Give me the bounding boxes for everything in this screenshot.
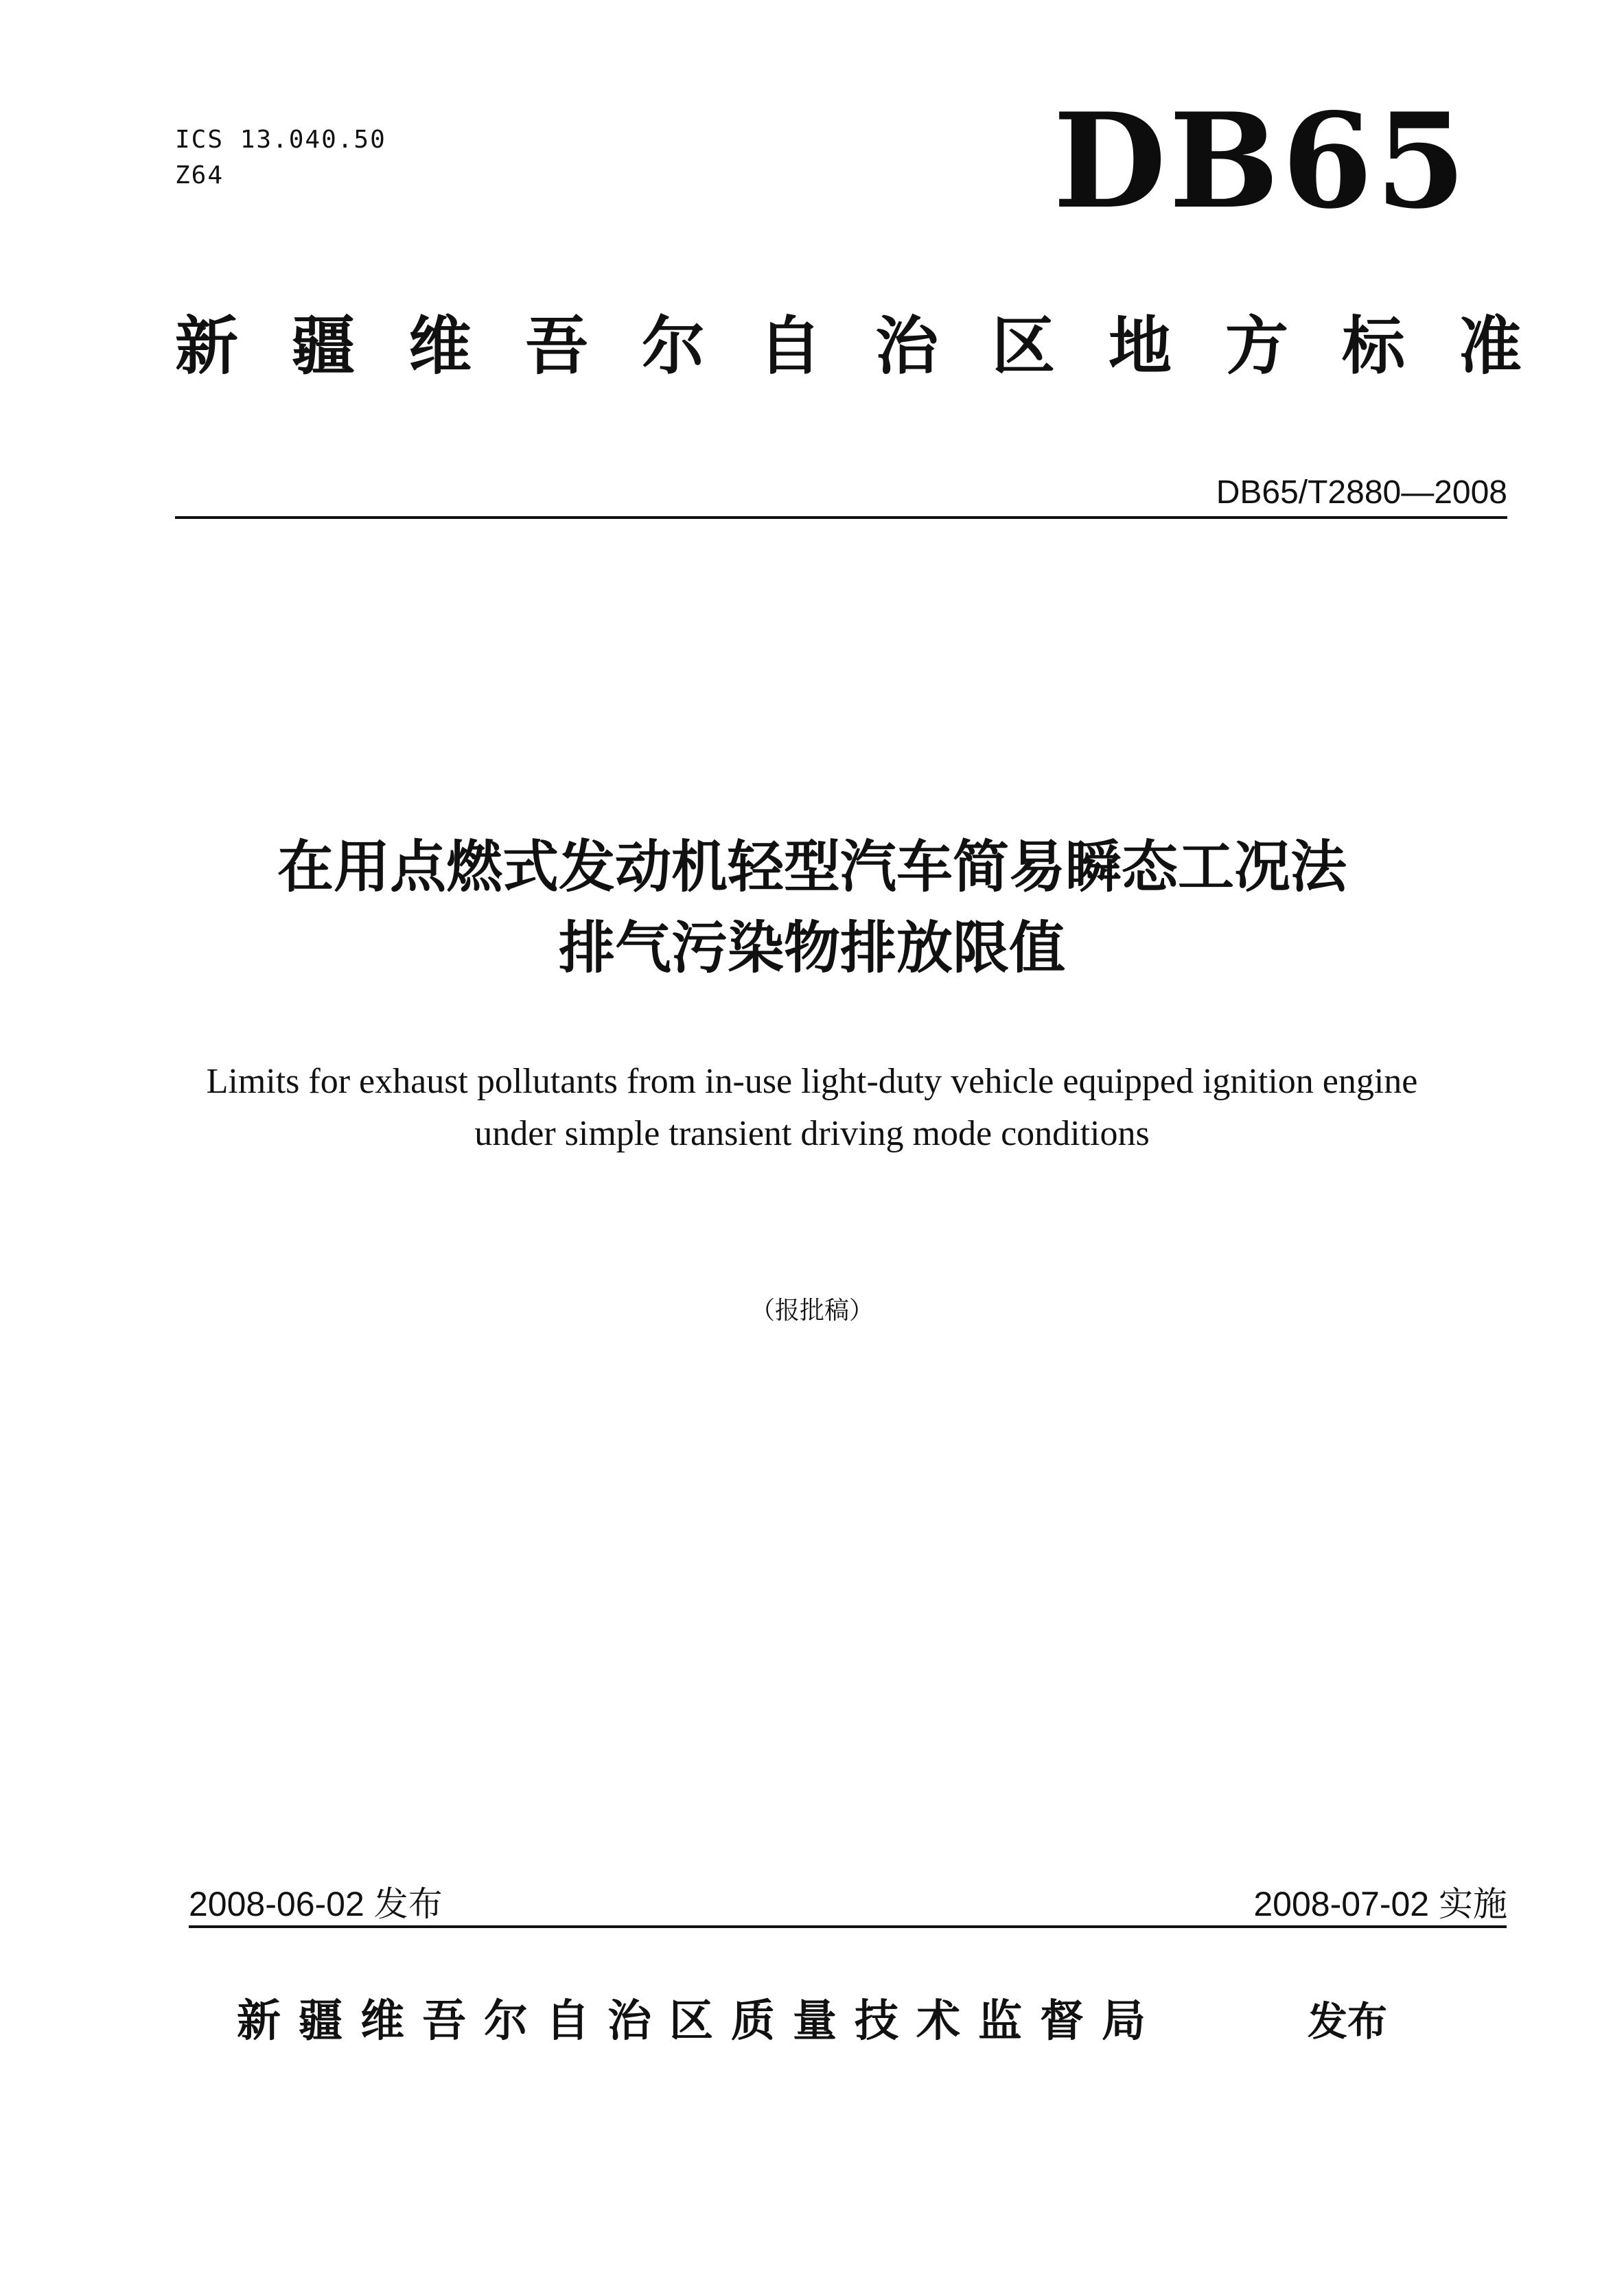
chinese-title-line-2: 排气污染物排放限值 (558, 916, 1065, 981)
standard-number: DB65/T2880—2008 (1216, 474, 1507, 511)
implementation-date: 2008-07-02 实施 (1253, 1885, 1507, 1923)
standard-type-heading: 新疆维吾尔自治区地方标准 (175, 310, 1576, 383)
footer-divider (189, 1925, 1507, 1928)
english-title-line-2: under simple transient driving mode conditions (474, 1114, 1150, 1153)
classification-codes (175, 122, 386, 194)
chinese-title-line-1: 在用点燃式发动机轻型汽车简易瞬态工况法 (277, 835, 1347, 900)
english-title-line-1: Limits for exhaust pollutants from in-use light-duty vehicle equipped ignition engine (206, 1062, 1418, 1101)
standard-logo: DB65 (1053, 84, 1469, 237)
issue-date: 2008-06-02 发布 (189, 1885, 443, 1923)
header-divider (175, 516, 1507, 519)
ccs-code: Z64 (175, 161, 224, 189)
issuing-action: 发布 (1308, 1998, 1388, 2045)
chinese-title (110, 827, 1514, 989)
draft-status-note: （报批稿） (750, 1297, 874, 1325)
issuing-authority: 新疆维吾尔自治区质量技术监督局 (237, 1995, 1163, 2047)
english-title (110, 1056, 1514, 1160)
ics-code: ICS 13.040.50 (175, 126, 386, 154)
